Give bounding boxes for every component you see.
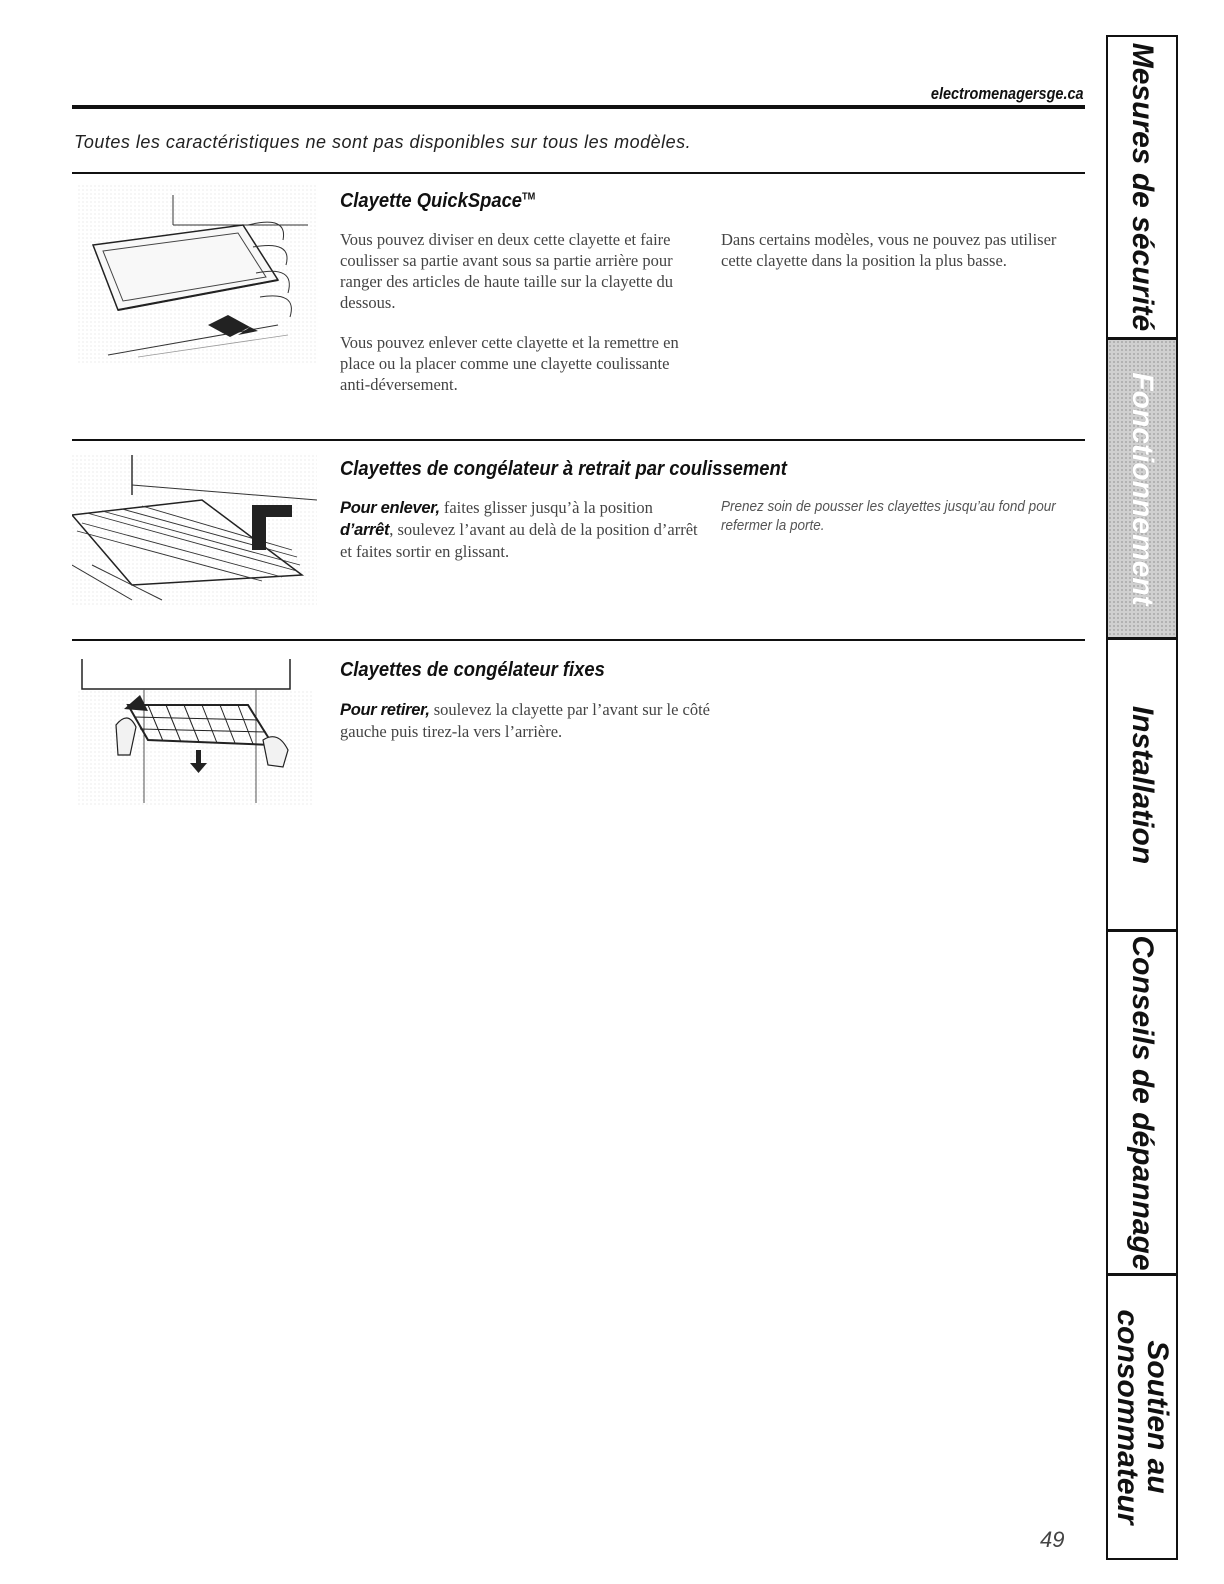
header-rule [72, 105, 1085, 109]
tab-label: Installation [1126, 705, 1159, 864]
fixed-shelves-instructions [340, 699, 710, 742]
tab-label: Mesures de sécurité [1126, 42, 1159, 332]
section-tabs [1106, 35, 1178, 1560]
section-title-quickspace: Clayette QuickSpace™ [340, 190, 536, 212]
tab-label: Soutien au consommateur [1111, 1309, 1174, 1525]
section-divider [72, 639, 1085, 641]
sliding-freezer-shelf-illustration [72, 455, 317, 605]
lead-darret: d’arrêt [340, 521, 390, 539]
sliding-shelves-instructions [340, 497, 700, 562]
page-number: 49 [1040, 1527, 1065, 1552]
section-divider [72, 439, 1085, 441]
tab-installation[interactable] [1108, 640, 1176, 932]
section-title-fixed-freezer-shelves: Clayettes de congélateur fixes [340, 659, 605, 681]
quickspace-shelf-illustration [78, 185, 318, 365]
tab-conseils-de-depannage[interactable] [1108, 932, 1176, 1276]
instruction-text-2: , soulevez l’avant au delà de la position d’arrêt et faites sortir en glissant. [340, 520, 698, 561]
website-url: electromenagersge.ca [931, 84, 1084, 103]
tab-mesures-de-securite[interactable] [1108, 37, 1176, 340]
tab-label: Conseils de dépannage [1126, 934, 1159, 1271]
instruction-text: soulevez la clayette par l’avant sur le côté gauche puis tirez-la vers l’arrière. [340, 700, 711, 741]
tab-soutien-au-consommateur[interactable] [1108, 1276, 1176, 1558]
sliding-shelves-note: Prenez soin de pousser les clayettes jusqu’au fond pour refermer la porte. [721, 498, 1056, 534]
trademark-symbol: TM [522, 191, 536, 203]
section-title-sliding-freezer-shelves: Clayettes de congélateur à retrait par coulissement [340, 458, 787, 480]
section-divider [72, 172, 1085, 174]
tab-label: Fonctionnement [1126, 371, 1159, 606]
fixed-freezer-shelf-illustration [78, 655, 313, 805]
quickspace-paragraph-2: Vous pouvez enlever cette clayette et la remettre en place ou la placer comme une clayette coulissante anti-déversement. [340, 333, 679, 394]
tab-fonctionnement[interactable] [1108, 340, 1176, 640]
quickspace-paragraph-3: Dans certains modèles, vous ne pouvez pas utiliser cette clayette dans la position la plus basse. [721, 230, 1057, 270]
quickspace-paragraph-1: Vous pouvez diviser en deux cette clayette et faire coulisser sa partie avant sous sa partie arrière pour ranger des articles de haute taille sur la clayette du dessous. [340, 230, 674, 312]
instruction-text-1: faites glisser jusqu’à la position [439, 498, 653, 517]
lead-pour-enlever: Pour enlever, [340, 499, 440, 517]
disclaimer: Toutes les caractéristiques ne sont pas disponibles sur tous les modèles. [74, 132, 692, 152]
lead-pour-retirer: Pour retirer, [340, 701, 430, 719]
